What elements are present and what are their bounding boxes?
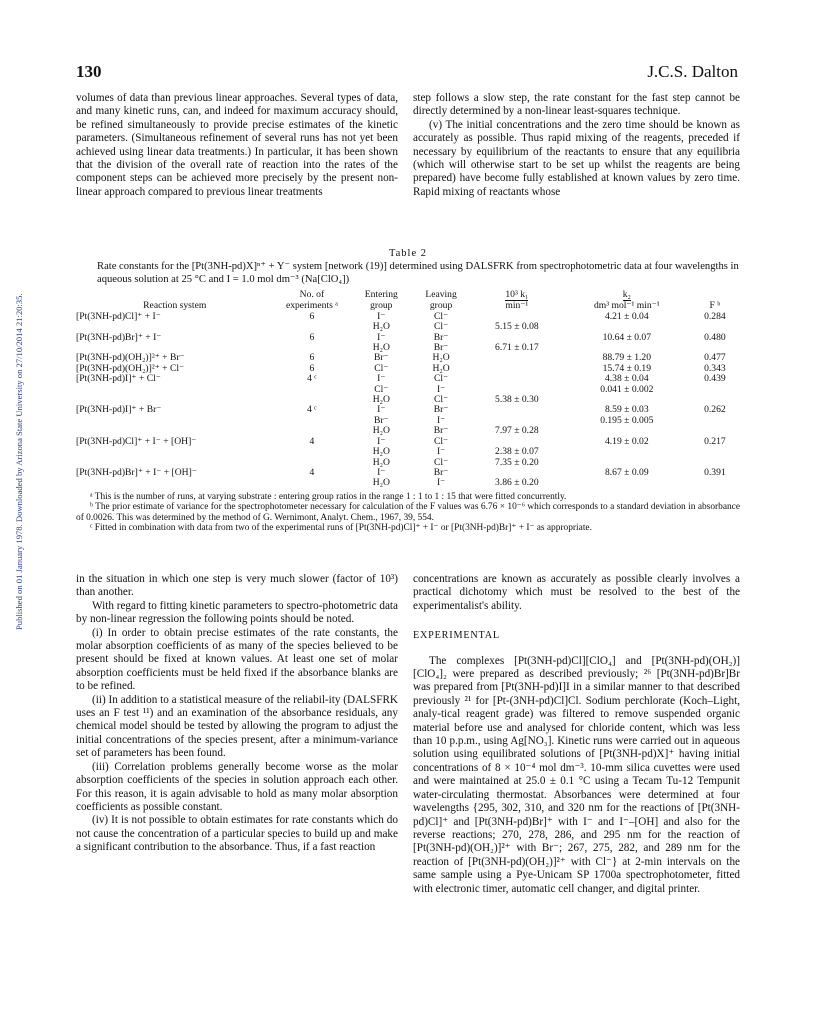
cell-reaction-system: [Pt(3NH-pd)(OH₂)]²⁺ + Cl⁻ [76,362,185,374]
cell-k1: 7.35 ± 0.20 [495,456,539,468]
cell-k2: 4.38 ± 0.04 [604,373,649,385]
footnote-c: ᶜ Fitted in combination with data from two of the experimental runs of [Pt(3NH-pd)Cl]⁺ + I⁻ or [Pt(3NH-pd)Br]⁺ + I⁻ as appropriate. [90,523,592,534]
cell-leaving-group: Cl⁻ [434,373,449,385]
bottom-left-column [76,573,398,855]
cell-k2: 8.67 ± 0.09 [604,466,649,478]
cell-f [690,385,740,395]
header-system: Reaction system [143,300,207,312]
provenance-text: Published on 01 January 1978. Downloaded by Arizona State University on 27/10/2014 21:20:35. [14,293,24,630]
cell-leaving-group: Cl⁻ [434,435,449,447]
table-row [76,416,740,426]
footnote-b: ᵇ The prior estimate of variance for the spectrophotometer necessary for calculation of the F values was 6.76 × 10⁻⁶ which corresponds to a standard deviation in absorbance of 0.0026. This was determined by the method of G. Wernimont, Analyt. Chem., 1967, 39, 554. [76,502,740,523]
cell-entering-group: Cl⁻ [374,362,389,374]
cell-reaction-system [76,478,273,488]
cell-reaction-system: [Pt(3NH-pd)(OH₂)]²⁺ + Br⁻ [76,352,185,364]
table-row [76,447,740,457]
cell-entering-group: Cl⁻ [374,383,389,395]
cell-leaving-group: Br⁻ [433,466,449,478]
cell-experiments: 6 [309,310,315,322]
cell-entering-group: I⁻ [377,435,386,447]
cell-entering-group: I⁻ [377,331,386,343]
cell-f: 0.262 [704,404,726,416]
cell-f [690,416,740,426]
paragraph: (iv) It is not possible to obtain estimates for rate constants which do not cause the concentration of a particular species to build up and make a significant contribution to the absorbance. Thus, if a fast reaction [76,814,398,854]
cell-leaving-group: Br⁻ [433,404,449,416]
cell-k1: 5.38 ± 0.30 [495,394,539,406]
cell-leaving-group: I⁻ [436,414,446,426]
cell-entering-group: I⁻ [377,404,386,416]
cell-entering-group: H₂O [372,342,390,354]
cell-k1 [470,374,564,384]
paragraph: (ii) In addition to a statistical measure of the reliabil-ity (DALSFRK uses an F test ¹¹) and an examination of the absorbance residuals, any chemical model should be tested by allowing the program to adjust the initial concentrations of the species present, after a minimum-variance set of parameters has been found. [76,693,398,760]
header-k2-unit: dm³ mol⁻¹ min⁻¹ [593,300,660,312]
top-left-column [76,92,398,199]
cell-f: 0.391 [704,466,726,478]
paragraph: (v) The initial concentrations and the zero time should be known as accurately as possible. Thus rapid mixing of the reagents, preceded if necessary by equilibrium of the reactants to ensure that any equilibria (which will otherwise start to be set up whilst the reagents are being prepared) have become fully established at known values by zero time. Rapid mixing of reactants whose [413,118,740,198]
cell-k2: 88.79 ± 1.20 [602,352,652,364]
cell-reaction-system: [Pt(3NH-pd)Br]⁺ + I⁻ [76,331,162,343]
header-k1-unit: min⁻¹ [505,300,529,312]
cell-experiments: 6 [309,362,315,374]
paragraph: in the situation in which one step is very much slower (factor of 10³) than another. [76,573,398,599]
cell-k2: 0.195 ± 0.005 [600,414,654,426]
table-2-block [76,248,740,534]
page-number: 130 [76,62,102,81]
cell-leaving-group: H₂O [432,362,450,374]
cell-f [690,447,740,457]
header-k1: 10³ k₁ [505,289,529,300]
cell-entering-group: H₂O [372,456,390,468]
cell-experiments [273,447,350,457]
cell-experiments [273,416,350,426]
header-k2: k₂ [622,289,631,300]
cell-f: 0.480 [704,331,726,343]
cell-reaction-system: [Pt(3NH-pd)I]⁺ + Br⁻ [76,404,162,416]
cell-entering-group: H₂O [372,425,390,437]
table-row [76,385,740,395]
cell-experiments: 4 [309,466,315,478]
cell-k2: 4.19 ± 0.02 [604,435,649,447]
table-row [76,312,740,322]
cell-k2 [564,447,690,457]
table-label: Table 2 [388,248,428,259]
paragraph: concentrations are known as accurately as possible clearly involves a practical dichotomy which must be resolved to the best of the experimentalist's ability. [413,573,740,612]
cell-k1 [470,364,564,374]
cell-reaction-system [76,416,273,426]
cell-f: 0.217 [704,435,726,447]
cell-leaving-group: Br⁻ [433,425,449,437]
paragraph: The complexes [Pt(3NH-pd)Cl][ClO₄] and [Pt(3NH-pd)(OH₂)][ClO₄]₂ were prepared as described previously; ²⁶ [Pt(3NH-pd)Br]Br was prepared from [Pt(3NH-pd)I]I in a similar manner to that described previously ²¹ for [Pt-(3NH-pd)Cl]Cl. Sodium perchlorate (Koch–Light, analy-tical reagent grade) was filtered to remove suspended organic material before use and analysed for chloride content, which was less than 10 p.p.m., using Ag[NO₃]. Kinetic runs were carried out in aqueous solution using equilibrated solutions of [Pt(3NH-pd)X]⁺ having initial concentrations of 8 × 10⁻⁴ mol dm⁻³. 10-mm silica cuvettes were used and were maintained at 25.0 ± 0.1 °C using a Tecam Tu-12 Tempunit water-circulating thermostat. Absorbances were determined at four wavelengths {295, 302, 310, and 320 nm for the reactions of [Pt(3NH-pd)Cl]⁺ and [Pt(3NH-pd)Br]⁺ with I⁻ and I⁻–[OH] and also for the reverse reactions; 270, 278, 286, and 295 nm for the reaction of [Pt(3NH-pd)(OH₂)]²⁺ with Br⁻; 267, 275, 282, and 289 nm for the reaction of [Pt(3NH-pd)(OH₂)]²⁺ with Cl⁻} at 2-min intervals on the same sample using a Pye-Unicam SP 1700a spectrophotometer, fitted with electronic timer, automatic cell changer, and digital printer. [413,654,740,895]
cell-reaction-system [76,385,273,395]
cell-experiments [273,385,350,395]
cell-k2 [564,478,690,488]
cell-k2: 0.041 ± 0.002 [600,383,654,395]
cell-k1 [470,353,564,363]
cell-leaving-group: I⁻ [436,477,446,489]
download-provenance-note [2,160,24,630]
cell-entering-group: H₂O [372,477,390,489]
footnote-a: ᵃ This is the number of runs, at varying substrate : entering group ratios in the range 1 : 1 to 1 : 15 that were fitted concurrently. [90,491,567,502]
cell-entering-group: H₂O [372,321,390,333]
header-entering-sub: group [370,300,393,312]
cell-reaction-system: [Pt(3NH-pd)Cl]⁺ + I⁻ [76,310,161,322]
table-footnotes [76,492,740,534]
cell-entering-group: Br⁻ [373,414,389,426]
cell-entering-group: I⁻ [377,466,386,478]
table-row [76,478,740,488]
cell-experiments [273,478,350,488]
top-right-column [413,92,740,199]
cell-reaction-system [76,447,273,457]
section-heading-experimental: EXPERIMENTAL [413,630,500,642]
cell-leaving-group: Cl⁻ [434,321,449,333]
cell-experiments: 6 [309,352,315,364]
table-row [76,468,740,478]
journal-title: J.C.S. Dalton [647,62,738,81]
cell-leaving-group: Br⁻ [433,331,449,343]
cell-k2: 8.59 ± 0.03 [604,404,649,416]
cell-leaving-group: I⁻ [436,383,446,395]
paragraph: step follows a slow step, the rate constant for the fast step cannot be directly determined by a non-linear least-squares technique. [413,92,740,118]
header-leaving: Leaving [425,289,457,300]
cell-k1: 6.71 ± 0.17 [495,342,539,354]
cell-k1 [470,405,564,415]
table-row [76,437,740,447]
header-entering: Entering [364,289,398,300]
table-body [76,312,740,489]
cell-reaction-system: [Pt(3NH-pd)I]⁺ + Cl⁻ [76,373,161,385]
table-row [76,333,740,343]
cell-entering-group: I⁻ [377,310,386,322]
cell-leaving-group: H₂O [432,352,450,364]
cell-entering-group: H₂O [372,394,390,406]
cell-k2: 15.74 ± 0.19 [602,362,652,374]
cell-k1: 3.86 ± 0.20 [495,477,539,489]
cell-reaction-system: [Pt(3NH-pd)Br]⁺ + I⁻ + [OH]⁻ [76,466,197,478]
header-experiments-sub: experiments ᵃ [285,300,338,312]
cell-k1: 2.38 ± 0.07 [495,446,539,458]
cell-leaving-group: Br⁻ [433,342,449,354]
cell-entering-group: Br⁻ [373,352,389,364]
table-caption: Rate constants for the [Pt(3NH-pd)X]ⁿ⁺ + Y⁻ system [network (19)] determined using DALSFRK from spectrophotometric data at four wavelengths in aqueous solution at 25 °C and I = 1.0 mol dm⁻³ (Na[ClO₄]) [97,261,739,285]
cell-leaving-group: Cl⁻ [434,310,449,322]
header-experiments: No. of [299,289,325,300]
header-leaving-sub: group [429,300,453,312]
paragraph: volumes of data than previous linear approaches. Several types of data, and many kinetic runs, can, and indeed for maximum accuracy should, be refined simultaneously to provide precise estimates of the kinetic parameters. (Simultaneous refinement of several runs has not yet been achieved using linear data treatments.) In particular, it has been shown that the division of the overall rate of reaction into the rates of the component steps can be achieved more precisely by the present non-linear approach compared to previous linear treatments [76,92,398,198]
cell-f: 0.477 [704,352,726,364]
cell-f: 0.343 [704,362,726,374]
cell-leaving-group: I⁻ [436,446,446,458]
cell-f: 0.439 [704,373,726,385]
cell-experiments: 4 ᶜ [307,404,317,416]
cell-entering-group: H₂O [372,446,390,458]
header-f: F ᵇ [709,300,721,312]
cell-leaving-group: Cl⁻ [434,394,449,406]
cell-entering-group: I⁻ [377,373,386,385]
paragraph: With regard to fitting kinetic parameters to spectro-photometric data by non-linear regression the following points should be noted. [76,599,398,626]
cell-k1: 5.15 ± 0.08 [495,321,539,333]
cell-f [690,478,740,488]
cell-experiments: 6 [309,331,315,343]
paragraph: (iii) Correlation problems generally become worse as the molar absorption coefficients of the species in solution approach each other. For this reason, it is again advisable to hold as many molar absorption coefficients as possible constant. [76,760,398,813]
cell-k1: 7.97 ± 0.28 [495,425,539,437]
cell-experiments: 4 ᶜ [307,373,317,385]
cell-reaction-system: [Pt(3NH-pd)Cl]⁺ + I⁻ + [OH]⁻ [76,435,197,447]
cell-k2: 4.21 ± 0.04 [604,310,649,322]
cell-leaving-group: Cl⁻ [434,456,449,468]
cell-k2: 10.64 ± 0.07 [602,331,652,343]
paragraph: (i) In order to obtain precise estimates of the rate constants, the molar absorption coefficients of as many of the species believed to be present should be fixed at known values. At least one set of molar absorption coefficients must be held fixed if the absorbance blanks are to be refined. [76,626,398,693]
bottom-right-column [413,573,740,896]
cell-experiments: 4 [309,435,315,447]
rate-constants-table [76,290,740,489]
cell-f: 0.284 [704,310,726,322]
